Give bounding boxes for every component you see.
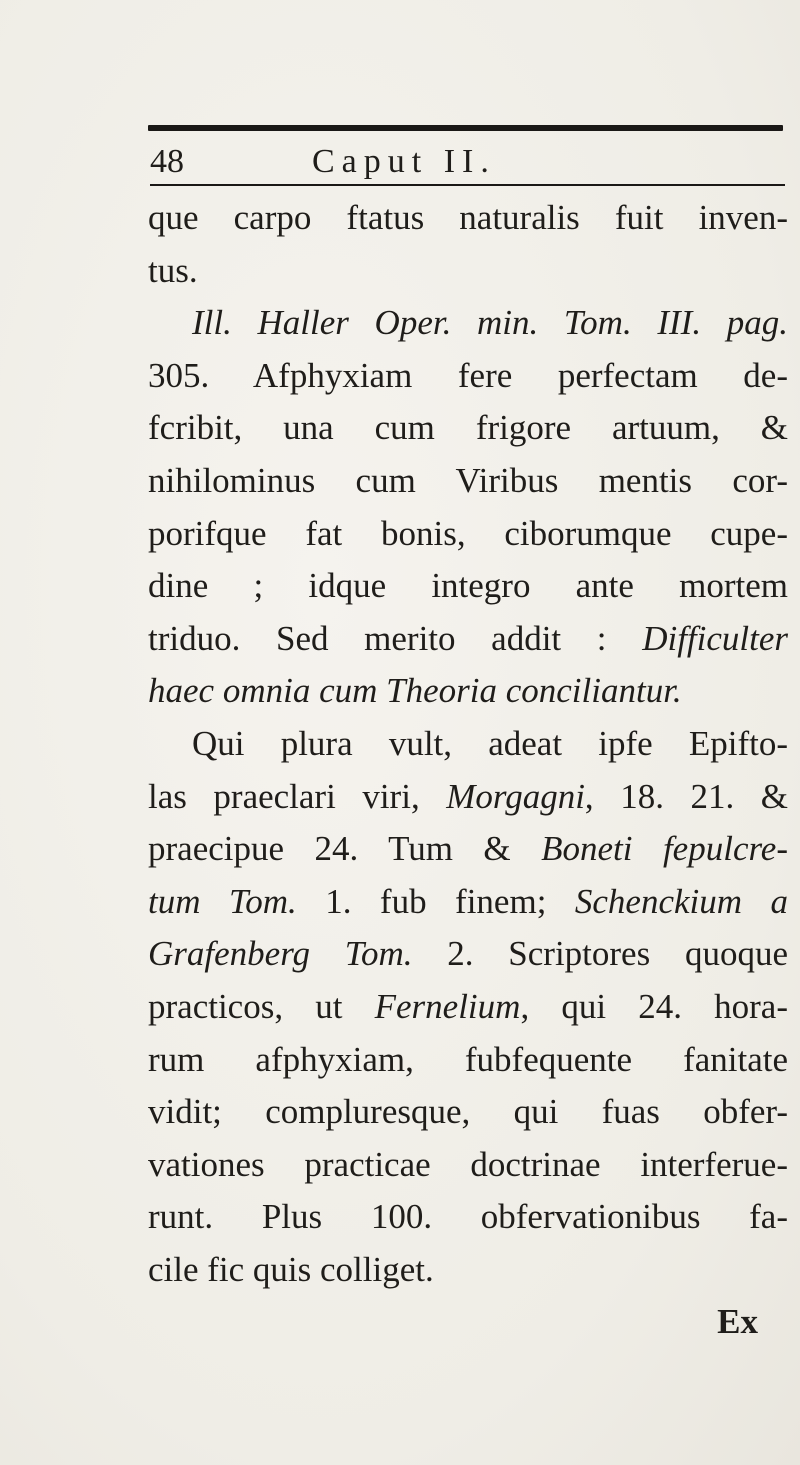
page-header — [150, 142, 790, 182]
text-line — [148, 402, 788, 455]
roman-text: nihilominus cum Viribus mentis cor- — [148, 460, 788, 500]
italic-text: Morgagni — [446, 776, 585, 816]
roman-text: las praeclari viri, — [148, 776, 447, 816]
text-line — [148, 981, 788, 1034]
roman-text: , qui 24. hora- — [520, 986, 788, 1026]
roman-text: Qui plura vult, adeat ipfe Epifto- — [192, 723, 788, 763]
roman-text: que carpo ftatus naturalis fuit inven- — [148, 198, 788, 237]
italic-text: Fernelium — [374, 986, 521, 1026]
roman-text: rum afphyxiam, fubfequente fanitate — [148, 1039, 788, 1079]
text-line — [148, 771, 788, 824]
italic-text: haec omnia cum Theoria conciliantur. — [148, 671, 682, 711]
top-rule — [148, 125, 783, 131]
text-line — [148, 928, 788, 981]
text-line — [148, 613, 788, 666]
text-line — [148, 1191, 788, 1244]
roman-text: tus. — [148, 250, 198, 290]
text-line — [148, 1086, 788, 1139]
text-line — [148, 718, 788, 771]
text-line — [148, 823, 788, 876]
header-rule — [150, 184, 785, 186]
roman-text: triduo. Sed merito addit : — [148, 618, 643, 658]
italic-text: tum Tom. — [148, 881, 297, 921]
italic-text: Schenckium a — [574, 881, 788, 921]
roman-text: vationes practicae doctrinae interferue- — [148, 1144, 788, 1184]
page-number: 48 — [150, 143, 184, 180]
text-line — [148, 876, 788, 929]
roman-text: praecipue 24. Tum & — [148, 829, 542, 869]
text-line — [148, 1034, 788, 1087]
text-line — [148, 665, 788, 718]
text-line — [148, 1139, 788, 1192]
roman-text: porifque fat bonis, ciborumque cupe- — [148, 513, 788, 553]
roman-text: , 18. 21. & — [584, 776, 788, 816]
roman-text: runt. Plus 100. obfervationibus fa- — [148, 1197, 788, 1237]
roman-text: 1. fub finem; — [296, 881, 575, 921]
italic-text: Difficulter — [642, 618, 788, 658]
text-line — [148, 455, 788, 508]
roman-text: practicos, ut — [148, 986, 375, 1026]
text-line — [148, 245, 788, 298]
running-head: Caput II. — [312, 143, 496, 180]
text-line — [148, 192, 788, 245]
roman-text: 2. Scriptores quoque — [412, 934, 788, 974]
italic-text: Boneti fepulcre- — [541, 829, 788, 869]
roman-text: cile fic quis colliget. — [148, 1249, 434, 1289]
roman-text: vidit; compluresque, qui fuas obfer- — [148, 1092, 788, 1132]
text-line — [148, 508, 788, 561]
text-line — [148, 350, 788, 403]
catchword: Ex — [717, 1302, 758, 1342]
text-line — [148, 1244, 788, 1297]
text-line — [148, 560, 788, 613]
text-line — [148, 297, 788, 350]
roman-text: dine ; idque integro ante mortem — [148, 566, 788, 606]
italic-text: Grafenberg Tom. — [148, 934, 413, 974]
roman-text: fcribit, una cum frigore artuum, & — [148, 408, 788, 448]
italic-text: Ill. Haller Oper. min. Tom. III. pag. — [192, 303, 788, 343]
body-text — [148, 192, 788, 1349]
roman-text: 305. Afphyxiam fere perfectam de- — [148, 355, 788, 395]
